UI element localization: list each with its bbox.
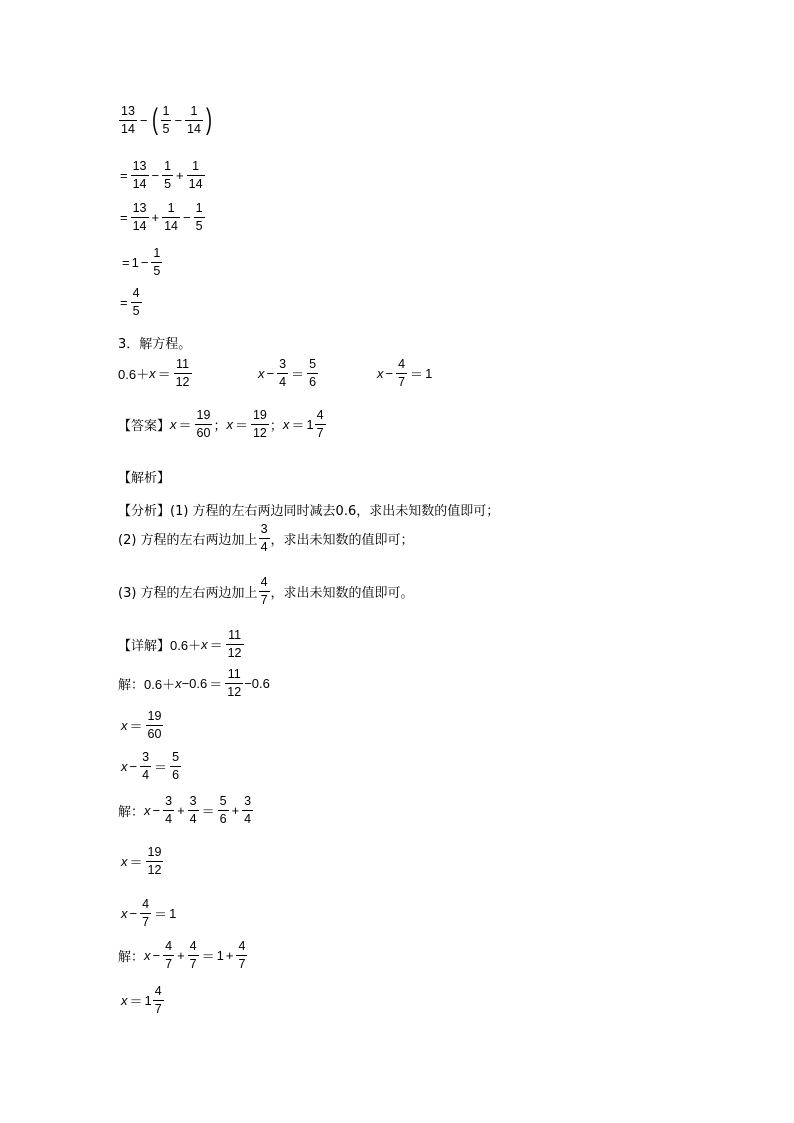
detail-s2 [118, 795, 254, 825]
fraction [225, 668, 243, 698]
equals-sign: ＝ [157, 366, 171, 382]
variable-x: x [201, 636, 208, 652]
denominator: 7 [165, 956, 173, 971]
operator: − [151, 167, 160, 183]
fraction [195, 409, 213, 439]
denominator: 7 [398, 374, 406, 389]
operator: + [177, 802, 185, 818]
operator: − [129, 905, 138, 921]
denominator: 14 [121, 121, 135, 136]
equation-rhs: 1 [169, 905, 177, 921]
analysis-p3 [118, 576, 414, 606]
denominator: 12 [147, 862, 162, 877]
equals-sign: ＝ [209, 676, 223, 692]
fraction [307, 358, 318, 388]
numerator: 19 [147, 845, 162, 859]
right-paren: ) [205, 103, 212, 136]
fraction [140, 898, 151, 928]
denominator: 6 [219, 811, 227, 826]
numerator: 19 [147, 709, 162, 723]
calc-line-4 [120, 247, 163, 277]
left-paren: ( [151, 103, 158, 136]
variable-x: x [170, 416, 177, 432]
variable-x: x [226, 416, 233, 432]
question-title: 3．解方程。 [118, 337, 192, 352]
numerator: 4 [142, 897, 150, 911]
equals-sign: ＝ [201, 803, 215, 819]
variable-x: x [175, 675, 182, 691]
expression: −0.6 [244, 675, 270, 691]
denominator: 12 [252, 425, 267, 440]
operator: − [129, 758, 138, 774]
denominator: 12 [227, 645, 242, 660]
equation-rhs: 1 [425, 365, 433, 381]
fraction [259, 523, 270, 553]
equals-sign: = [122, 254, 130, 270]
operator: − [140, 254, 149, 270]
numerator: 1 [192, 159, 200, 173]
detail-r2 [121, 846, 164, 876]
numerator: 1 [162, 104, 170, 118]
denominator: 5 [195, 218, 203, 233]
calc-line-2 [118, 160, 206, 190]
operator: − [174, 112, 183, 128]
calc-line-1 [118, 105, 214, 135]
equation-3 [377, 358, 432, 388]
fraction [146, 710, 164, 740]
numerator: 19 [196, 408, 211, 422]
answer-label: 【答案】 [118, 418, 171, 434]
variable-x: x [144, 947, 151, 963]
operator: + [231, 802, 240, 818]
fraction [151, 247, 162, 277]
denominator: 14 [188, 176, 203, 191]
numerator: 11 [227, 667, 241, 681]
equals-sign: ＝ [154, 759, 168, 775]
whole-number: 1 [144, 992, 152, 1008]
numerator: 4 [132, 286, 140, 300]
fraction [131, 160, 149, 190]
fraction [259, 576, 270, 606]
analysis-text: ，求出未知数的值即可； [270, 532, 414, 548]
analysis-text: ，求出未知数的值即可。 [270, 585, 414, 601]
fraction [131, 202, 149, 232]
denominator: 5 [162, 121, 170, 136]
numerator: 19 [252, 408, 267, 422]
numerator: 5 [172, 750, 180, 764]
calc-line-5 [118, 287, 143, 317]
fraction [131, 287, 142, 317]
whole-number: 1 [216, 947, 224, 963]
fraction [236, 940, 247, 970]
numerator: 11 [228, 628, 242, 642]
variable-x: x [258, 365, 265, 381]
equals-sign: = [120, 294, 128, 310]
denominator: 4 [244, 811, 252, 826]
equals-sign: ＝ [154, 906, 168, 922]
fraction [140, 751, 151, 781]
fraction [187, 160, 205, 190]
fraction [163, 795, 174, 825]
numerator: 1 [167, 201, 175, 215]
fraction [396, 358, 407, 388]
fraction [218, 795, 229, 825]
calc-line-3 [118, 202, 206, 232]
numerator: 13 [132, 201, 147, 215]
whole-number: 1 [131, 254, 139, 270]
operator: + [177, 947, 185, 963]
numerator: 3 [260, 522, 268, 536]
equation-lhs: 0.6＋ [118, 366, 150, 382]
numerator: 4 [238, 939, 246, 953]
equals-sign: ＝ [291, 366, 305, 382]
equation-2 [258, 358, 319, 388]
fraction [162, 202, 180, 232]
analysis-label: 【解析】 [118, 471, 171, 486]
operator: − [152, 947, 161, 963]
numerator: 4 [154, 984, 162, 998]
fraction [119, 105, 137, 135]
denominator: 12 [175, 374, 190, 389]
denominator: 60 [147, 726, 162, 741]
fraction [185, 105, 203, 135]
analysis-text: (2) 方程的左右两边加上 [118, 532, 258, 548]
detail-r1 [121, 710, 164, 740]
denominator: 7 [238, 956, 246, 971]
equals-sign: = [120, 209, 128, 225]
detail-r3 [121, 985, 165, 1015]
variable-x: x [121, 717, 128, 733]
operator: − [139, 112, 148, 128]
denominator: 14 [132, 176, 147, 191]
variable-x: x [121, 905, 128, 921]
denominator: 14 [187, 121, 201, 136]
fraction [163, 940, 174, 970]
equals-sign: = [120, 167, 128, 183]
answer-line [118, 409, 327, 439]
variable-x: x [282, 416, 290, 432]
detail-s3 [118, 940, 248, 970]
denominator: 14 [132, 218, 147, 233]
equals-sign: ＝ [234, 417, 248, 433]
operator: − [183, 209, 191, 225]
fraction [188, 795, 199, 825]
denominator: 60 [196, 425, 211, 440]
solution-label: 解： [118, 804, 145, 820]
equals-sign: ＝ [178, 417, 192, 433]
numerator: 13 [121, 104, 135, 118]
numerator: 4 [398, 357, 406, 371]
solution-label: 解： [118, 677, 145, 693]
equals-sign: ＝ [410, 366, 424, 382]
fraction [251, 409, 269, 439]
fraction [188, 940, 199, 970]
denominator: 4 [279, 374, 287, 389]
variable-x: x [149, 365, 156, 381]
equals-sign: ＝ [291, 417, 305, 433]
denominator: 5 [132, 303, 140, 318]
variable-x: x [377, 365, 384, 381]
expression: 0.6＋ [144, 676, 176, 692]
numerator: 1 [164, 159, 172, 173]
numerator: 1 [190, 104, 198, 118]
fraction [315, 409, 326, 439]
numerator: 3 [244, 794, 252, 808]
denominator: 7 [189, 956, 197, 971]
fraction [277, 358, 288, 388]
numerator: 4 [260, 575, 268, 589]
denominator: 5 [153, 263, 161, 278]
numerator: 4 [316, 408, 324, 422]
numerator: 11 [176, 357, 190, 371]
numerator: 13 [132, 159, 147, 173]
operator: + [225, 947, 234, 963]
equals-sign: ＝ [209, 637, 223, 653]
operator: − [266, 365, 275, 381]
fraction [170, 751, 181, 781]
equals-sign: ＝ [129, 718, 143, 734]
variable-x: x [144, 802, 151, 818]
numerator: 1 [153, 246, 161, 260]
separator: ； [213, 418, 227, 434]
analysis-p2 [118, 523, 414, 553]
separator: ； [269, 418, 283, 434]
numerator: 4 [165, 939, 173, 953]
equation-lhs: 0.6＋ [170, 637, 202, 653]
denominator: 12 [227, 684, 242, 699]
denominator: 7 [316, 425, 324, 440]
denominator: 7 [154, 1001, 162, 1016]
fraction [174, 358, 192, 388]
fraction [242, 795, 253, 825]
denominator: 4 [260, 539, 268, 554]
solution-label: 解： [118, 949, 145, 965]
variable-x: x [121, 992, 128, 1008]
denominator: 4 [142, 767, 150, 782]
denominator: 14 [164, 218, 178, 233]
detail-label: 【详解】 [118, 638, 171, 654]
detail-s1 [118, 668, 270, 698]
denominator: 7 [260, 592, 268, 607]
fraction [194, 202, 205, 232]
fraction [161, 105, 172, 135]
denominator: 4 [189, 811, 197, 826]
equals-sign: ＝ [201, 948, 215, 964]
detail-e1 [118, 629, 245, 659]
numerator: 5 [309, 357, 317, 371]
equals-sign: ＝ [129, 993, 143, 1009]
detail-e2 [121, 751, 182, 781]
numerator: 3 [279, 357, 287, 371]
numerator: 1 [195, 201, 203, 215]
equals-sign: ＝ [129, 854, 143, 870]
numerator: 4 [189, 939, 197, 953]
operator: − [152, 802, 161, 818]
numerator: 3 [165, 794, 173, 808]
whole-number: 1 [306, 416, 314, 432]
variable-x: x [121, 853, 128, 869]
numerator: 5 [219, 794, 227, 808]
fraction [162, 160, 173, 190]
denominator: 7 [142, 914, 150, 929]
analysis-p1: 【分析】(1) 方程的左右两边同时减去0.6，求出未知数的值即可； [118, 504, 500, 519]
numerator: 3 [142, 750, 150, 764]
denominator: 6 [309, 374, 317, 389]
denominator: 5 [164, 176, 172, 191]
fraction [226, 629, 244, 659]
operator: − [385, 365, 394, 381]
detail-e3 [121, 898, 176, 928]
denominator: 6 [172, 767, 180, 782]
expression: −0.6 [181, 675, 208, 691]
equation-1 [118, 358, 193, 388]
operator: + [176, 167, 184, 183]
operator: + [151, 209, 160, 225]
numerator: 3 [189, 794, 197, 808]
fraction [146, 846, 164, 876]
analysis-text: (3) 方程的左右两边加上 [118, 585, 258, 601]
variable-x: x [121, 758, 128, 774]
denominator: 4 [165, 811, 173, 826]
fraction [153, 985, 164, 1015]
